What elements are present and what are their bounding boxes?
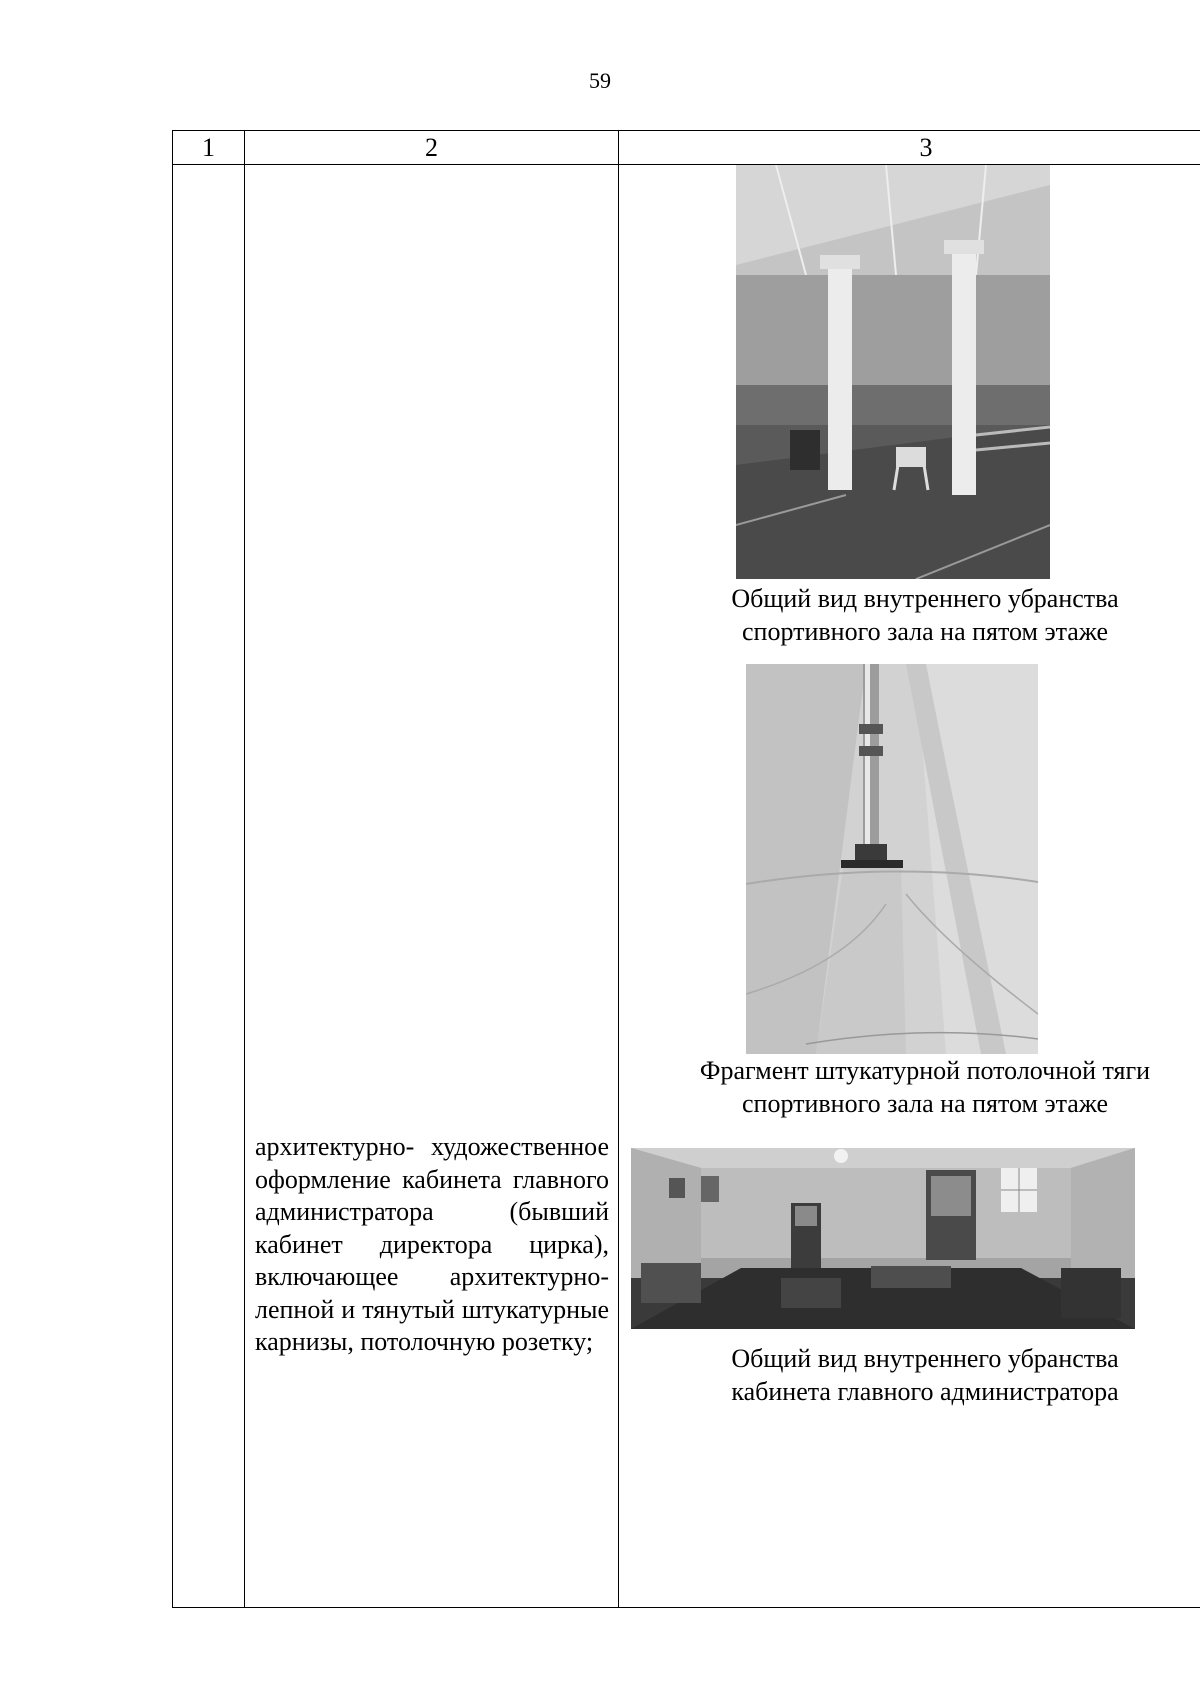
object-description: архитектурно- художественное оформление кабинета главного администратора (бывший кабинет директора цирка), включающее архитектурно- лепной и тянутый штукатурные карнизы, потолочную розетку;	[255, 1132, 609, 1356]
column-header-3: 3	[919, 133, 933, 162]
ceiling-cornice-photo-icon	[746, 664, 1038, 1054]
office-interior-photo-icon	[631, 1148, 1135, 1329]
photo-caption: Общий вид внутреннего убранства кабинета главного администратора	[731, 1344, 1119, 1406]
column-divider	[244, 130, 245, 1607]
page-number: 59	[589, 68, 611, 93]
column-header-2: 2	[425, 133, 438, 162]
gymnasium-photo-icon	[736, 165, 1050, 579]
photo-caption: Общий вид внутреннего убранства спортивного зала на пятом этаже	[731, 584, 1119, 646]
photo-caption: Фрагмент штукатурной потолочной тяги спортивного зала на пятом этаже	[699, 1056, 1151, 1118]
column-header-1: 1	[202, 133, 215, 162]
